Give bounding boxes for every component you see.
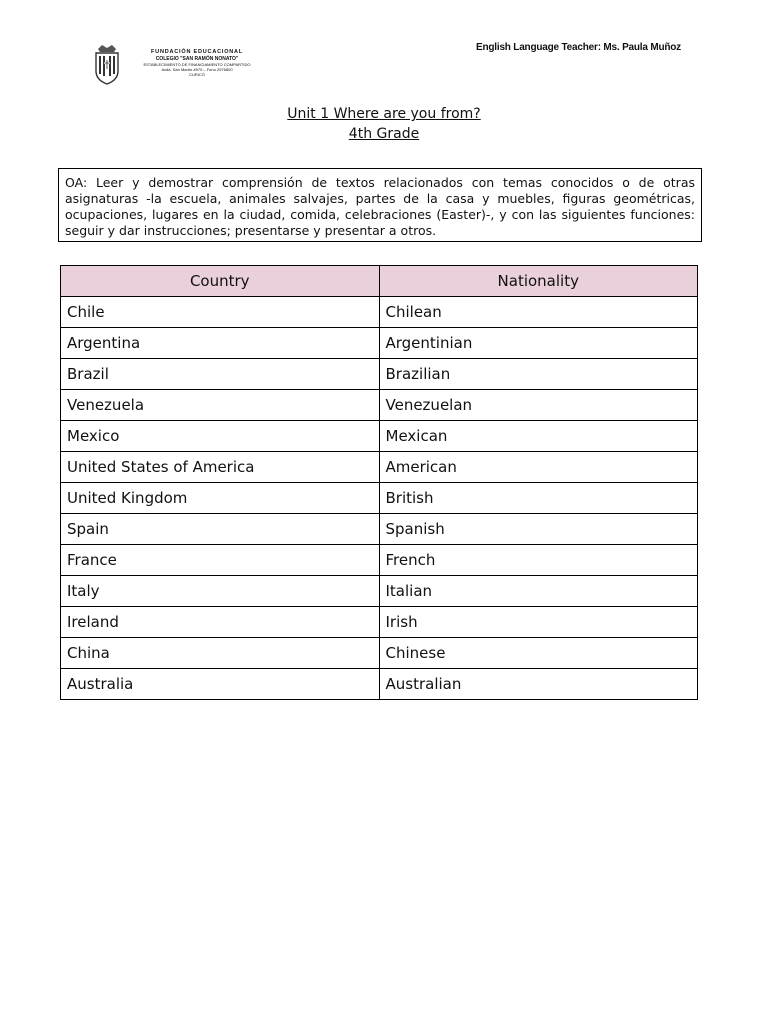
nationality-cell: Argentinian bbox=[379, 328, 698, 359]
table-row bbox=[61, 638, 698, 669]
table-row bbox=[61, 328, 698, 359]
nationality-cell: British bbox=[379, 483, 698, 514]
school-crest-icon bbox=[92, 43, 122, 85]
nationality-cell: Italian bbox=[379, 576, 698, 607]
country-cell: United Kingdom bbox=[61, 483, 380, 514]
table-row bbox=[61, 359, 698, 390]
table-row bbox=[61, 669, 698, 700]
table-row bbox=[61, 421, 698, 452]
table-row bbox=[61, 483, 698, 514]
nationality-cell: Chilean bbox=[379, 297, 698, 328]
table-row bbox=[61, 390, 698, 421]
country-cell: Argentina bbox=[61, 328, 380, 359]
country-cell: China bbox=[61, 638, 380, 669]
table-row bbox=[61, 576, 698, 607]
country-cell: Australia bbox=[61, 669, 380, 700]
school-name: COLEGIO "SAN RAMÓN NONATO" bbox=[155, 56, 239, 62]
country-cell: Italy bbox=[61, 576, 380, 607]
table-row bbox=[61, 607, 698, 638]
nationality-cell: Chinese bbox=[379, 638, 698, 669]
learning-objective-box: OA: Leer y demostrar comprensión de textos relacionados con temas conocidos o de otras asignaturas -la escuela, animales salvajes, partes de la casa y muebles, figuras geométricas, ocupaciones, lugares en la ciudad, comida, celebraciones (Easter)-, y con las siguientes funciones: seguir y dar instrucciones; presentarse y presentar a otros. bbox=[58, 168, 702, 242]
country-cell: Brazil bbox=[61, 359, 380, 390]
teacher-name: English Language Teacher: Ms. Paula Muñoz bbox=[476, 42, 681, 53]
nationality-cell: Brazilian bbox=[379, 359, 698, 390]
header-country: Country bbox=[61, 266, 380, 297]
school-foundation-name: FUNDACIÓN EDUCACIONAL bbox=[151, 49, 243, 55]
nationality-cell: Mexican bbox=[379, 421, 698, 452]
country-cell: Venezuela bbox=[61, 390, 380, 421]
header-nationality: Nationality bbox=[379, 266, 698, 297]
nationality-cell: Australian bbox=[379, 669, 698, 700]
country-cell: Spain bbox=[61, 514, 380, 545]
unit-title: Unit 1 Where are you from? bbox=[287, 106, 481, 122]
country-cell: France bbox=[61, 545, 380, 576]
table-row bbox=[61, 297, 698, 328]
table-row bbox=[61, 452, 698, 483]
school-type: ESTABLECIMIENTO DE FINANCIAMIENTO COMPARTIDO bbox=[143, 62, 251, 67]
table-header-row bbox=[61, 266, 698, 297]
country-cell: Mexico bbox=[61, 421, 380, 452]
school-logo bbox=[92, 43, 262, 85]
grade-title: 4th Grade bbox=[348, 126, 420, 142]
nationality-cell: Spanish bbox=[379, 514, 698, 545]
country-cell: United States of America bbox=[61, 452, 380, 483]
school-address: Avda. San Martín #970 – Fono 2576800 bbox=[161, 67, 233, 72]
school-city: CURICÓ bbox=[189, 72, 205, 77]
table-row bbox=[61, 514, 698, 545]
nationality-cell: American bbox=[379, 452, 698, 483]
nationality-cell: French bbox=[379, 545, 698, 576]
table-row bbox=[61, 545, 698, 576]
country-cell: Ireland bbox=[61, 607, 380, 638]
nationality-cell: Irish bbox=[379, 607, 698, 638]
country-cell: Chile bbox=[61, 297, 380, 328]
nationality-cell: Venezuelan bbox=[379, 390, 698, 421]
country-nationality-table bbox=[60, 265, 698, 700]
